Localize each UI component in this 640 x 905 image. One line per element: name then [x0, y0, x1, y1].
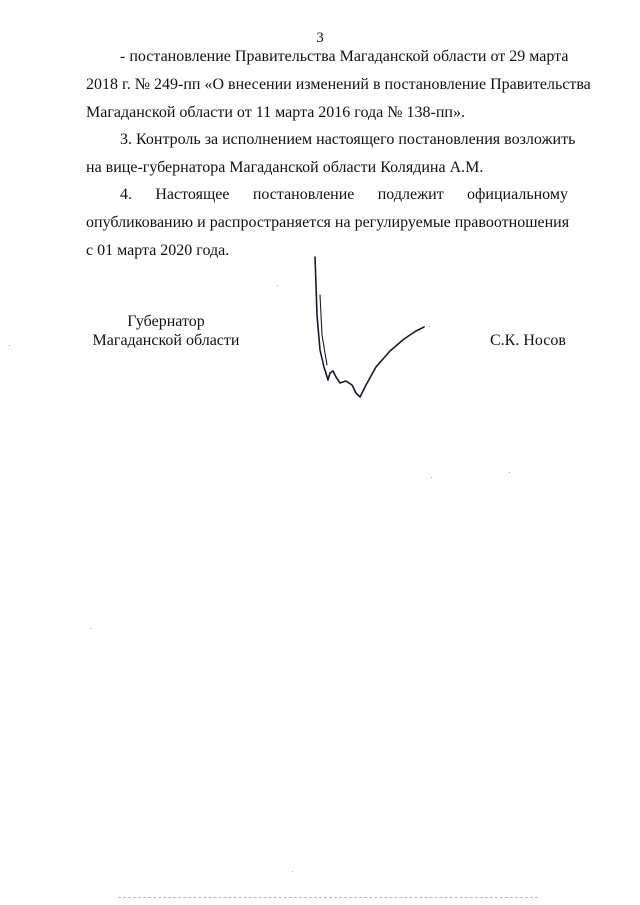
scan-speck	[9, 345, 10, 346]
text-line: опубликованию и распространяется на регулируемые правоотношения	[86, 214, 570, 231]
text-line: с 01 марта 2020 года.	[86, 242, 230, 259]
signatory-name: С.К. Носов	[490, 332, 566, 349]
paragraph-repealed-act	[86, 43, 591, 127]
text-line: 3. Контроль за исполнением настоящего постановления возложить	[120, 131, 576, 148]
scan-speck	[509, 472, 510, 473]
bottom-rule	[118, 897, 538, 898]
paragraph-control	[86, 126, 576, 182]
signatory-title-line: Губернатор	[127, 313, 205, 330]
text-line: - постановление Правительства Магаданской области от 29 марта	[120, 48, 569, 65]
text-line: на вице-губернатора Магаданской области Колядина А.М.	[86, 159, 484, 176]
scan-speck	[429, 326, 430, 327]
handwritten-signature	[300, 255, 440, 405]
signatory-title-line: Магаданской области	[92, 332, 240, 349]
scan-speck	[90, 628, 91, 629]
text-line: 2018 г. № 249-пп «О внесении изменений в постановление Правительства	[86, 76, 591, 93]
text-line: 4. Настоящее постановление подлежит официальному	[120, 186, 568, 203]
text-line: Магаданской области от 11 марта 2016 года № 138-пп».	[86, 104, 465, 121]
signatory-title	[86, 312, 246, 350]
scan-speck	[277, 285, 278, 286]
page-number: 3	[316, 30, 324, 46]
scan-speck	[292, 871, 293, 872]
paragraph-publication	[86, 181, 568, 265]
scan-speck	[431, 477, 432, 478]
